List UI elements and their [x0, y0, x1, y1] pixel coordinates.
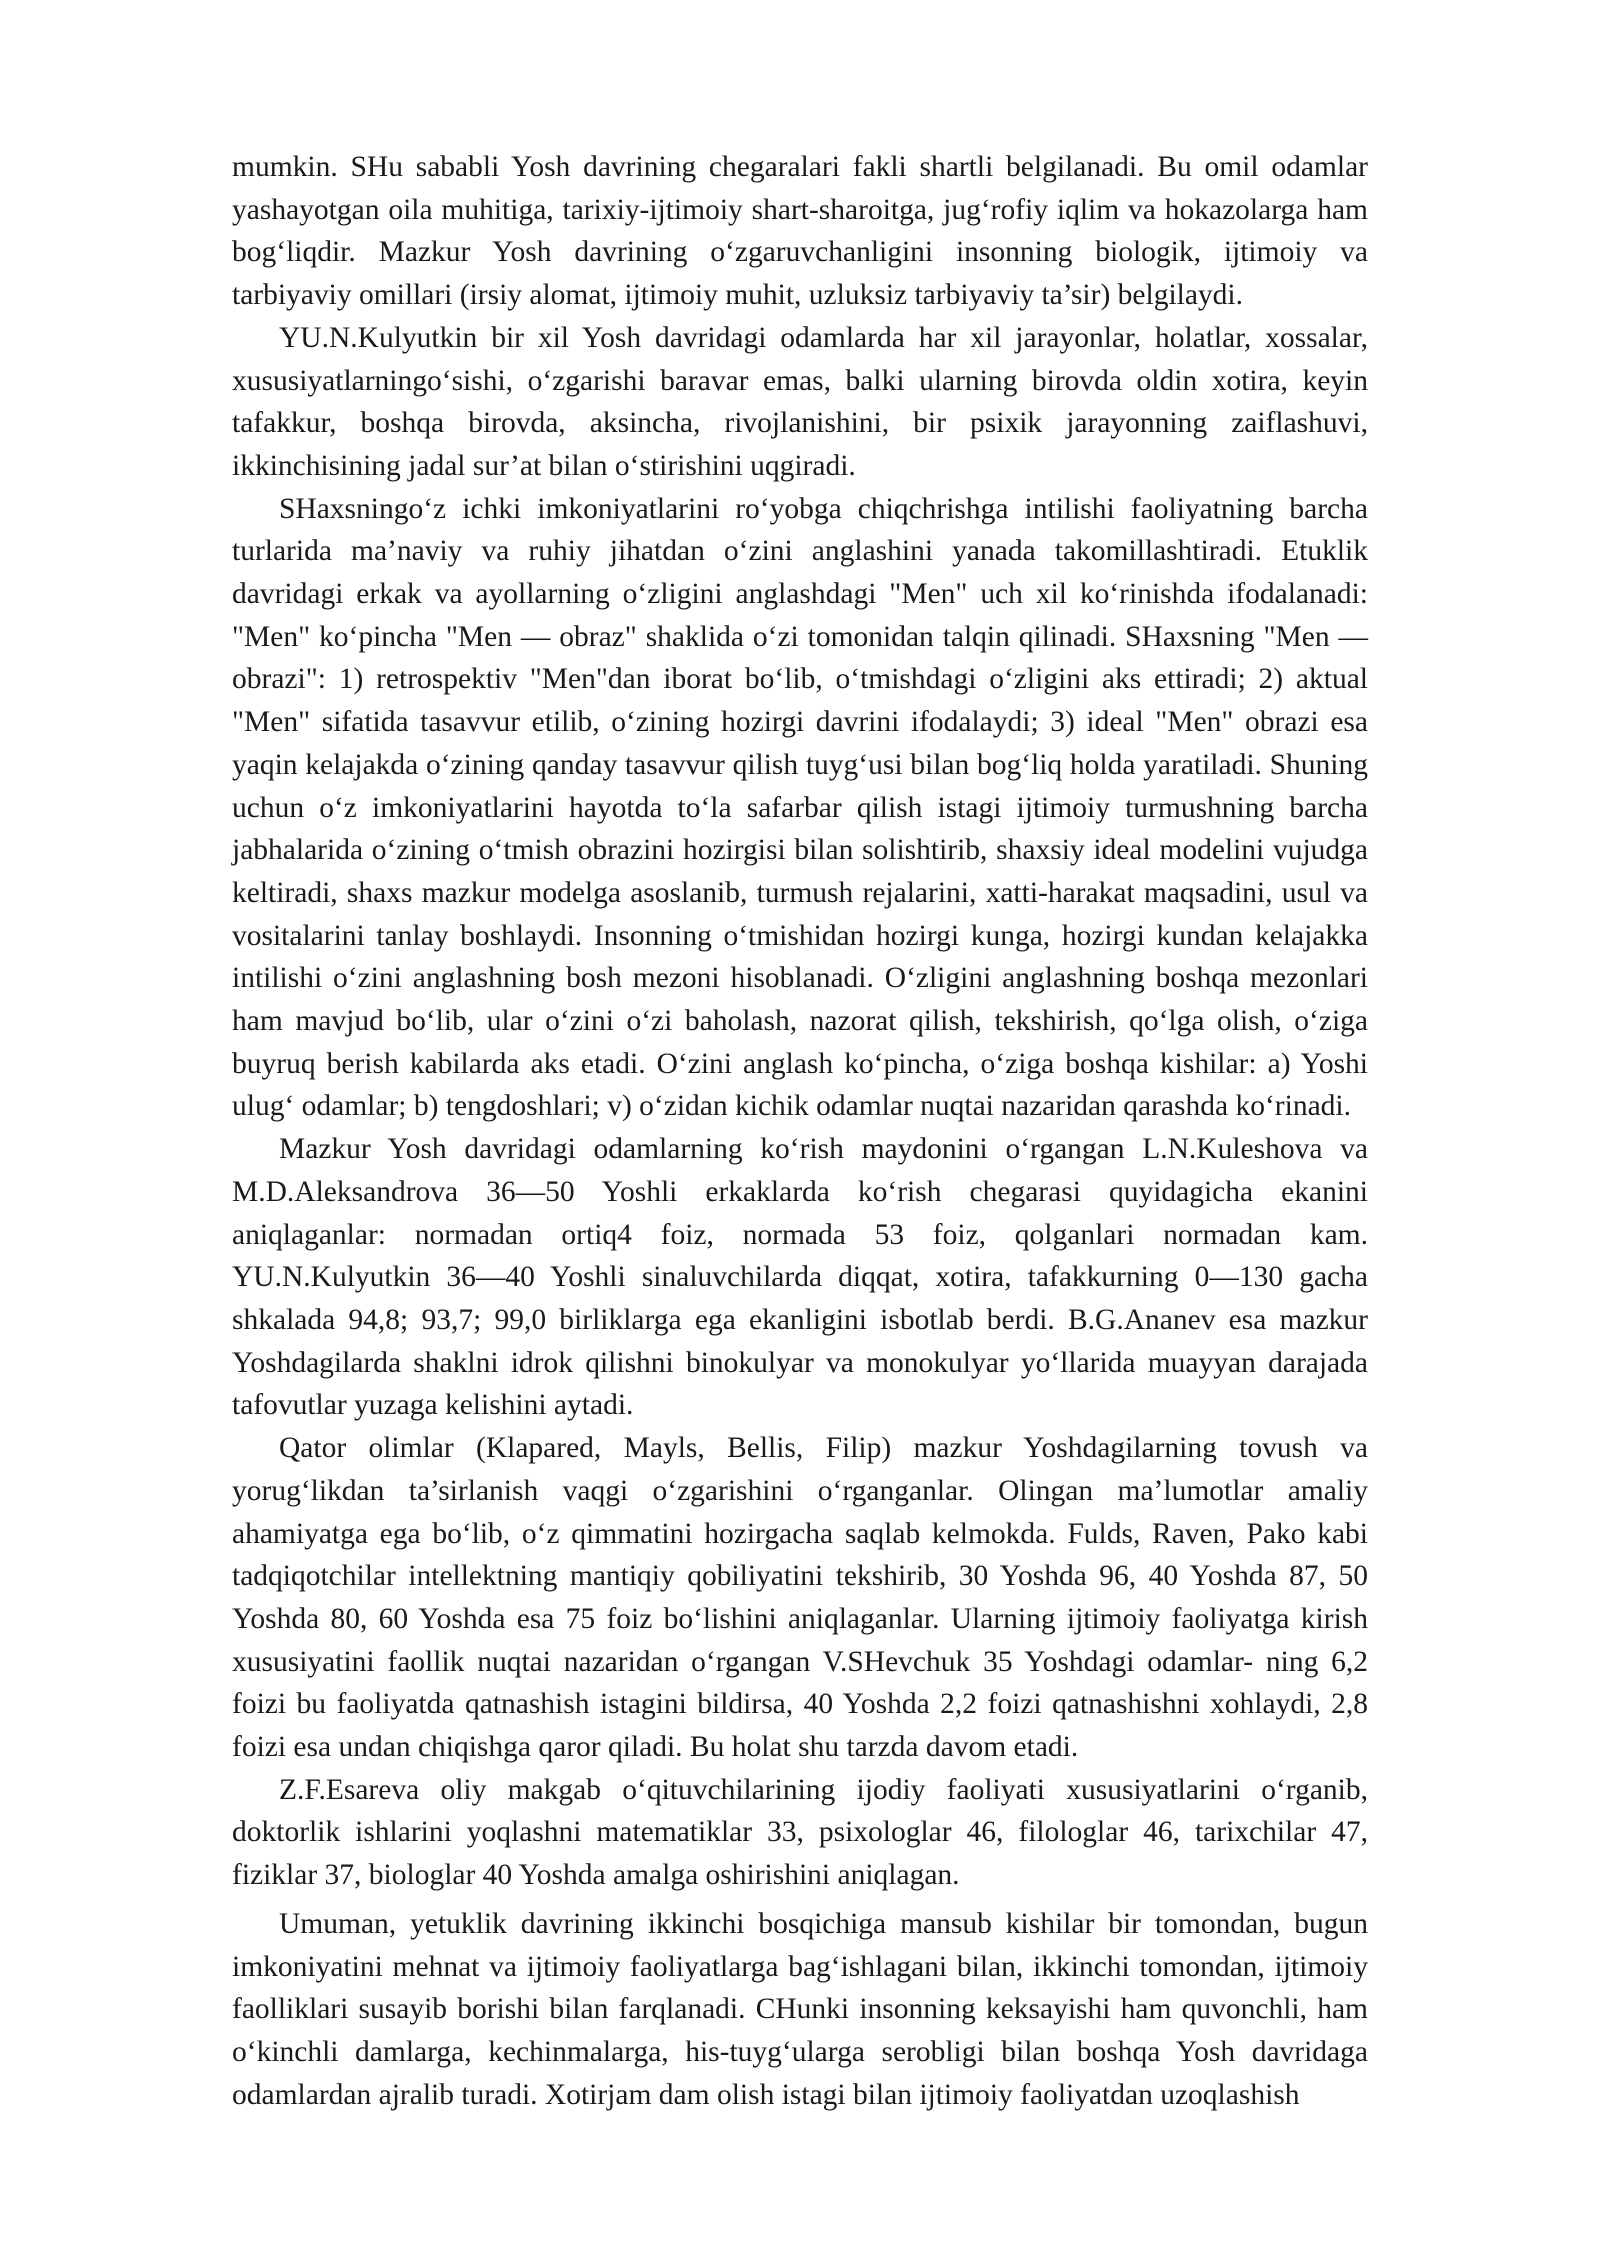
paragraph-age-boundaries: mumkin. SHu sababli Yosh davrining chegaralari fakli shartli belgilanadi. Bu omil odamlar yashayotgan oila muhitiga, tarixiy-ijtimoiy shart-sharoitga, jug‘rofiy iqlim va hokazolarga ham bog‘liqdir. Mazkur Yosh davrining o‘zgaruvchanligini insonning biologik, ijtimoiy va tarbiyaviy omillari (irsiy alomat, ijtimoiy muhit, uzluksiz tarbiyaviy ta’sir) belgilaydi.: [232, 151, 1368, 312]
paragraph-reaction-research: Qator olimlar (Klapared, Mayls, Bellis, Filip) mazkur Yoshdagilarning tovush va yorug‘likdan ta’sirlanish vaqgi o‘zgarishini o‘rganganlar. Olingan ma’lumotlar amaliy ahamiyatga ega bo‘lib, o‘z qimmatini hozirgacha saqlab kelmokda. Fulds, Raven, Pako kabi tadqiqotchilar intellektning mantiqiy qobiliyatini tekshirib, 30 Yoshda 96, 40 Yoshda 87, 50 Yoshda 80, 60 Yoshda esa 75 foiz bo‘lishini aniqlaganlar. Ularning ijtimoiy faoliyatga kirish xususiyatini faollik nuqtai nazaridan o‘rgangan V.SHevchuk 35 Yoshdagi odamlar- ning 6,2 foizi bu faoliyatda qatnashish istagini bildirsa, 40 Yoshda 2,2 foizi qatnashishni xohlaydi, 2,8 foizi esa undan chiqishga qaror qiladi. Bu holat shu tarzda davom etadi.: [232, 1432, 1368, 1764]
paragraph-maturity-stage: Umuman, yetuklik davrining ikkinchi bosqichiga mansub kishilar bir tomondan, bugun imkoniyatini mehnat va ijtimoiy faoliyatlarga bag‘ishlagani bilan, ikkinchi tomondan, ijtimoiy faolliklari susayib borishi bilan farqlanadi. CHunki insonning keksayishi ham quvonchli, ham o‘kinchli damlarga, kechinmalarga, his-tuyg‘ularga serobligi bilan boshqa Yosh davridaga odamlardan ajralib turadi. Xotirjam dam olish istagi bilan ijtimoiy faoliyatdan uzoqlashish: [232, 1907, 1368, 2111]
paragraph-esareva: Z.F.Esareva oliy makgab o‘qituvchilarining ijodiy faoliyati xususiyatlarini o‘rganib, doktorlik ishlarini yoqlashni matematiklar 33, psixologlar 46, filologlar 46, tarixchilar 47, fiziklar 37, biologlar 40 Yoshda amalga oshirishini aniqlagan.: [232, 1773, 1368, 1892]
document-page: [232, 146, 1368, 2116]
paragraph-self-awareness: SHaxsningo‘z ichki imkoniyatlarini ro‘yobga chiqchrishga intilishi faoliyatning barcha turlarida ma’naviy va ruhiy jihatdan o‘zini anglashini yanada takomillashtiradi. Etuklik davridagi erkak va ayollarning o‘zligini anglashdagi "Men" uch xil ko‘rinishda ifodalanadi: "Men" ko‘pincha "Men — obraz" shaklida o‘zi tomonidan talqin qilinadi. SHaxsning "Men — obrazi": 1) retrospektiv "Men"dan iborat bo‘lib, o‘tmishdagi o‘zligini aks ettiradi; 2) aktual "Men" sifatida tasavvur etilib, o‘zining hozirgi davrini ifodalaydi; 3) ideal "Men" obrazi esa yaqin kelajakda o‘zining qanday tasavvur qilish tuyg‘usi bilan bog‘liq holda yaratiladi. Shuning uchun o‘z imkoniyatlarini hayotda to‘la safarbar qilish istagi ijtimoiy turmushning barcha jabhalarida o‘zining o‘tmish obrazini hozirgisi bilan solishtirib, shaxsiy ideal modelini vujudga keltiradi, shaxs mazkur modelga asoslanib, turmush rejalarini, xatti-harakat maqsadini, usul va vositalarini tanlay boshlaydi. Insonning o‘tmishidan hozirgi kunga, hozirgi kundan kelajakka intilishi o‘zini anglashning bosh mezoni hisoblanadi. O‘zligini anglashning boshqa mezonlari ham mavjud bo‘lib, ular o‘zini o‘zi baholash, nazorat qilish, tekshirish, qo‘lga olish, o‘ziga buyruq berish kabilarda aks etadi. O‘zini anglash ko‘pincha, o‘ziga boshqa kishilar: a) Yoshi ulug‘ odamlar; b) tengdoshlari; v) o‘zidan kichik odamlar nuqtai nazaridan qarashda ko‘rinadi.: [232, 492, 1368, 1123]
paragraph-kulyutkin: YU.N.Kulyutkin bir xil Yosh davridagi odamlarda har xil jarayonlar, holatlar, xossalar, xususiyatlarningo‘sishi, o‘zgarishi baravar emas, balki ularning birovda oldin xotira, keyin tafakkur, boshqa birovda, aksincha, rivojlanishini, bir psixik jarayonning zaiflashuvi, ikkinchisining jadal sur’at bilan o‘stirishini uqgiradi.: [232, 321, 1368, 482]
paragraph-vision-research: Mazkur Yosh davridagi odamlarning ko‘rish maydonini o‘rgangan L.N.Kuleshova va M.D.Aleksandrova 36—50 Yoshli erkaklarda ko‘rish chegarasi quyidagicha ekanini aniqlaganlar: normadan ortiq4 foiz, normada 53 foiz, qolganlari normadan kam. YU.N.Kulyutkin 36—40 Yoshli sinaluvchilarda diqqat, xotira, tafakkurning 0—130 gacha shkalada 94,8; 93,7; 99,0 birliklarga ega ekanligini isbotlab berdi. B.G.Ananev esa mazkur Yoshdagilarda shaklni idrok qilishni binokulyar va monokulyar yo‘llarida muayyan darajada tafovutlar yuzaga kelishini aytadi.: [232, 1133, 1368, 1422]
